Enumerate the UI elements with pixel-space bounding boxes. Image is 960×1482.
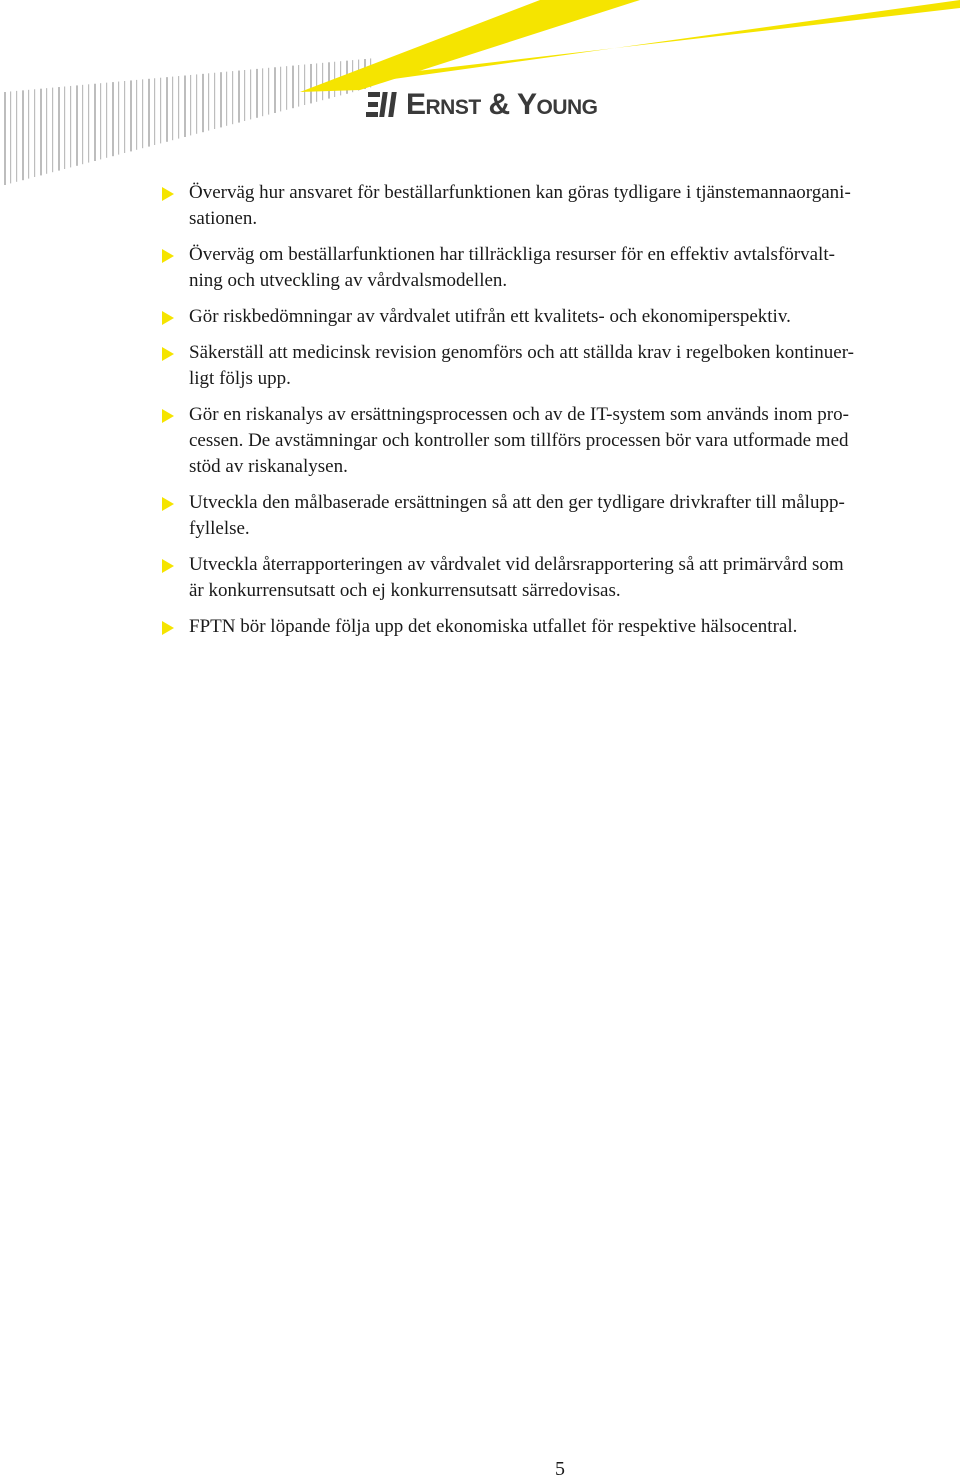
- recommendation-line: Gör en riskanalys av ersättningsprocessen och av de IT-system som används inom pro-: [189, 404, 849, 425]
- stripe-line: [286, 66, 287, 110]
- stripe-line: [298, 65, 299, 107]
- stripe-line: [238, 71, 240, 123]
- stripe-line: [292, 66, 294, 109]
- stripe-line: [154, 78, 155, 145]
- recommendation-line: stöd av riskanalysen.: [189, 456, 348, 477]
- stripe-line: [304, 65, 305, 106]
- stripe-line: [40, 89, 42, 176]
- recommendation-line: Utveckla återrapporteringen av vårdvalet vid delårsrapportering så att primärvård som: [189, 554, 844, 575]
- stripe-line: [280, 67, 281, 112]
- recommendation-item: [162, 180, 960, 232]
- stripe-line: [130, 80, 132, 151]
- recommendation-line: ning och utveckling av vårdvalsmodellen.: [189, 270, 508, 291]
- bullet-arrow-icon: [162, 409, 174, 423]
- stripe-line: [178, 76, 179, 139]
- bullet-arrow-icon: [162, 559, 174, 573]
- stripe-line: [70, 86, 71, 167]
- recommendation-line: FPTN bör löpande följa upp det ekonomiska utfallet för respektive hälsocentral.: [189, 616, 798, 637]
- stripe-line: [160, 78, 161, 144]
- stripe-line: [328, 62, 330, 98]
- recommendation-item: [162, 402, 960, 480]
- stripe-line: [142, 79, 143, 148]
- stripe-line: [232, 71, 233, 124]
- recommendation-line: Säkerställ att medicinsk revision genomförs och att ställda krav i regelboken kontinuer-: [189, 342, 854, 363]
- stripe-line: [220, 72, 222, 127]
- stripe-line: [172, 77, 173, 141]
- stripe-line: [46, 88, 47, 174]
- stripe-line: [148, 79, 150, 147]
- recommendation-line: sationen.: [189, 208, 258, 229]
- stripe-line: [190, 75, 191, 135]
- recommendation-item: [162, 552, 960, 604]
- recommendation-item: [162, 490, 960, 542]
- recommendation-line: ligt följs upp.: [189, 368, 291, 389]
- recommendation-list: [162, 180, 960, 650]
- stripe-line: [274, 67, 276, 113]
- stripe-line: [16, 91, 17, 182]
- recommendation-line: Gör riskbedömningar av vårdvalet utifrån ett kvalitets- och ekonomiperspektiv.: [189, 306, 791, 327]
- stripe-line: [244, 70, 245, 121]
- bullet-arrow-icon: [162, 347, 174, 361]
- page-number-text: 5: [555, 1458, 565, 1480]
- recommendation-line: fyllelse.: [189, 518, 250, 539]
- stripe-line: [82, 85, 83, 164]
- stripe-line: [52, 88, 53, 173]
- stripe-line: [118, 82, 119, 155]
- stripe-line: [166, 77, 168, 142]
- recommendation-item: [162, 304, 960, 330]
- recommendation-line: Överväg hur ansvaret för beställarfunktionen kan göras tydligare i tjänstemannaorgani-: [189, 182, 851, 203]
- stripe-line: [4, 92, 6, 185]
- stripe-line: [250, 69, 251, 119]
- stripe-line: [106, 83, 107, 158]
- gray-stripe-pattern: [4, 58, 371, 185]
- stripe-line: [76, 85, 78, 165]
- stripe-line: [226, 72, 227, 126]
- stripe-line: [100, 83, 101, 159]
- stripe-line: [256, 69, 258, 118]
- stripe-line: [124, 81, 125, 153]
- logo-wordmark: Ernst & Young: [406, 88, 598, 121]
- yellow-beam-tip: [300, 0, 640, 92]
- recommendation-item: [162, 242, 960, 294]
- stripe-line: [34, 89, 35, 177]
- stripe-line: [10, 91, 11, 183]
- stripe-line: [184, 76, 186, 138]
- stripe-line: [196, 74, 197, 133]
- stripe-line: [322, 63, 323, 100]
- page-number: [80, 1458, 960, 1481]
- stripe-line: [202, 74, 204, 132]
- stripe-line: [112, 82, 114, 156]
- stripe-line: [88, 84, 89, 162]
- stripe-line: [58, 87, 60, 171]
- recommendation-line: cessen. De avstämningar och kontroller som tillförs processen bör vara utformade med: [189, 430, 849, 451]
- bullet-arrow-icon: [162, 249, 174, 263]
- stripe-line: [28, 90, 29, 179]
- bullet-arrow-icon: [162, 187, 174, 201]
- stripe-line: [136, 80, 137, 150]
- recommendation-item: [162, 340, 960, 392]
- stripe-line: [268, 68, 269, 115]
- recommendation-line: Utveckla den målbaserade ersättningen så att den ger tydligare drivkrafter till målupp-: [189, 492, 845, 513]
- stripe-line: [64, 87, 65, 170]
- recommendation-line: är konkurrensutsatt och ej konkurrensutsatt särredovisas.: [189, 580, 621, 601]
- bullet-arrow-icon: [162, 311, 174, 325]
- stripe-line: [262, 68, 263, 116]
- bullet-arrow-icon: [162, 621, 174, 635]
- logo-mark-icon: [366, 90, 400, 120]
- stripe-line: [214, 73, 215, 129]
- recommendation-line: Överväg om beställarfunktionen har tillräckliga resurser för en effektiv avtalsförvalt-: [189, 244, 835, 265]
- stripe-line: [94, 84, 96, 161]
- stripe-line: [310, 64, 312, 103]
- yellow-beam-graphic: [300, 0, 960, 92]
- stripe-line: [208, 73, 209, 130]
- recommendation-item: [162, 614, 960, 640]
- stripe-line: [316, 63, 317, 101]
- stripe-line: [22, 90, 24, 180]
- ernst-young-logo: [366, 88, 597, 122]
- bullet-arrow-icon: [162, 497, 174, 511]
